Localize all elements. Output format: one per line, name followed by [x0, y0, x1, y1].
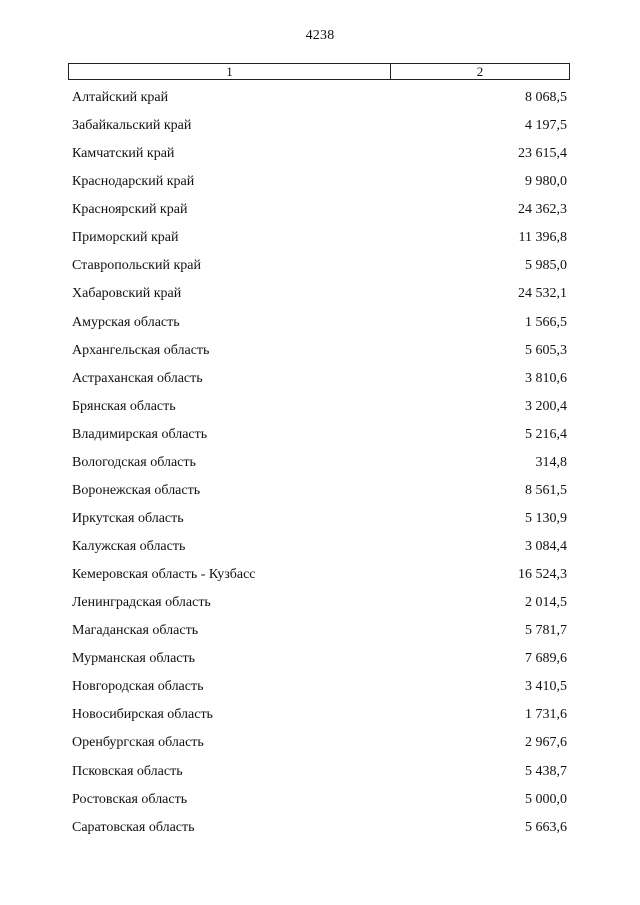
region-value: 314,8 — [535, 454, 567, 470]
region-name: Мурманская область — [72, 651, 196, 667]
region-value: 5 605,3 — [525, 342, 567, 358]
column-header-2: 2 — [476, 64, 484, 79]
region-name: Калужская область — [72, 539, 186, 555]
table-row — [72, 280, 567, 308]
table-row — [72, 786, 567, 814]
region-name: Краснодарский край — [72, 174, 195, 190]
region-name: Алтайский край — [72, 90, 169, 106]
table-row — [72, 814, 567, 842]
region-name: Брянская область — [72, 398, 176, 414]
table-row — [72, 758, 567, 786]
column-header-1: 1 — [69, 64, 391, 79]
region-name: Саратовская область — [72, 819, 195, 835]
region-name: Магаданская область — [72, 623, 199, 639]
region-value: 8 561,5 — [525, 482, 567, 498]
table-body — [72, 84, 567, 842]
region-value: 3 084,4 — [525, 539, 567, 555]
region-value: 2 967,6 — [525, 735, 567, 751]
region-value: 3 410,5 — [525, 679, 567, 695]
table-row — [72, 84, 567, 112]
table-row — [72, 449, 567, 477]
region-value: 5 781,7 — [525, 623, 567, 639]
table-row — [72, 421, 567, 449]
region-value: 1 566,5 — [525, 314, 567, 330]
region-name: Ставропольский край — [72, 258, 201, 274]
region-name: Хабаровский край — [72, 286, 182, 302]
region-name: Кемеровская область - Кузбасс — [72, 567, 256, 583]
region-value: 8 068,5 — [525, 90, 567, 106]
region-name: Вологодская область — [72, 454, 196, 470]
region-name: Ростовская область — [72, 791, 188, 807]
region-value: 4 197,5 — [525, 118, 567, 134]
table-row — [72, 701, 567, 729]
region-name: Оренбургская область — [72, 735, 204, 751]
table-row — [72, 337, 567, 365]
region-name: Новосибирская область — [72, 707, 213, 723]
page-number: 4238 — [305, 28, 335, 43]
table-row — [72, 645, 567, 673]
table-header — [68, 63, 570, 80]
region-value: 16 524,3 — [518, 567, 567, 583]
region-value: 5 216,4 — [525, 426, 567, 442]
table-row — [72, 673, 567, 701]
region-name: Архангельская область — [72, 342, 210, 358]
region-value: 5 438,7 — [525, 763, 567, 779]
table-row — [72, 140, 567, 168]
region-value: 1 731,6 — [525, 707, 567, 723]
table-row — [72, 505, 567, 533]
table-row — [72, 477, 567, 505]
region-name: Камчатский край — [72, 146, 175, 162]
region-name: Красноярский край — [72, 202, 188, 218]
table-row — [72, 533, 567, 561]
region-name: Забайкальский край — [72, 118, 192, 134]
region-name: Иркутская область — [72, 510, 184, 526]
region-name: Астраханская область — [72, 370, 203, 386]
region-value: 24 532,1 — [518, 286, 567, 302]
region-name: Амурская область — [72, 314, 180, 330]
region-value: 11 396,8 — [518, 230, 567, 246]
table-row — [72, 393, 567, 421]
region-value: 5 130,9 — [525, 510, 567, 526]
table-row — [72, 252, 567, 280]
region-value: 3 810,6 — [525, 370, 567, 386]
table-row — [72, 168, 567, 196]
table-row — [72, 561, 567, 589]
region-name: Псковская область — [72, 763, 183, 779]
region-name: Владимирская область — [72, 426, 208, 442]
table-row — [72, 365, 567, 393]
region-value: 9 980,0 — [525, 174, 567, 190]
region-value: 24 362,3 — [518, 202, 567, 218]
table-row — [72, 589, 567, 617]
region-value: 3 200,4 — [525, 398, 567, 414]
table-row — [72, 112, 567, 140]
table-row — [72, 729, 567, 757]
region-name: Ленинградская область — [72, 595, 211, 611]
region-value: 5 985,0 — [525, 258, 567, 274]
region-value: 23 615,4 — [518, 146, 567, 162]
region-value: 7 689,6 — [525, 651, 567, 667]
table-row — [72, 309, 567, 337]
table-row — [72, 617, 567, 645]
table-row — [72, 224, 567, 252]
region-name: Приморский край — [72, 230, 179, 246]
region-value: 2 014,5 — [525, 595, 567, 611]
region-name: Новгородская область — [72, 679, 204, 695]
region-value: 5 000,0 — [525, 791, 567, 807]
region-name: Воронежская область — [72, 482, 201, 498]
table-row — [72, 196, 567, 224]
region-value: 5 663,6 — [525, 819, 567, 835]
